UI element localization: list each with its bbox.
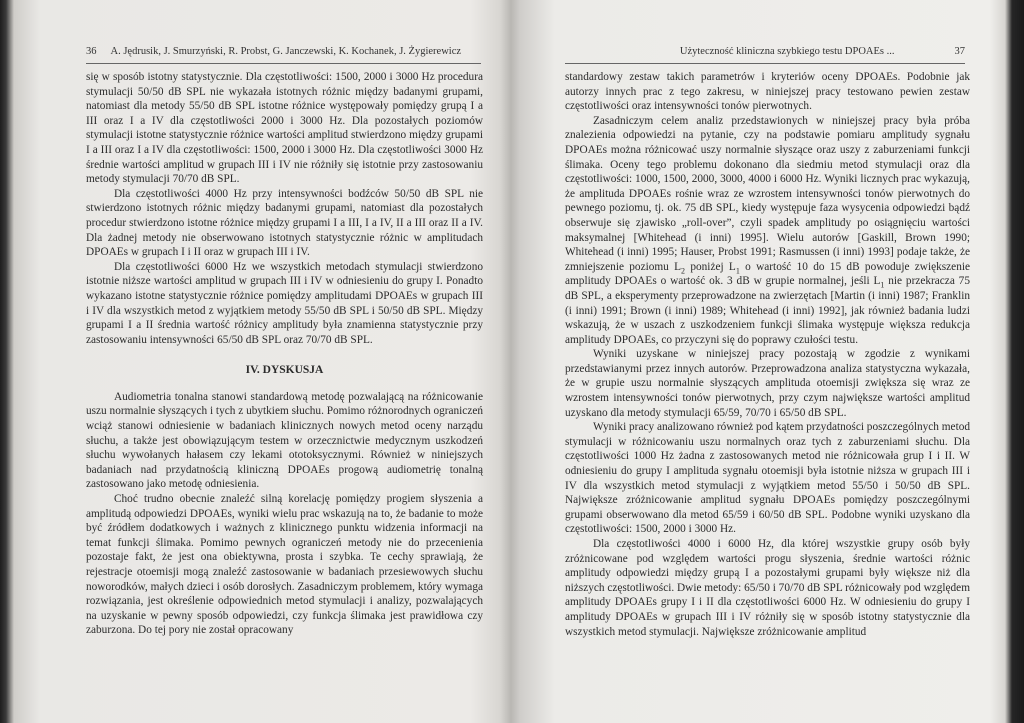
paragraph: Choć trudno obecnie znaleźć silną korelację pomiędzy progiem słyszenia a amplitudą odpowiedzi DPOAEs, wyniki wielu prac wskazują na to, że badanie to może być źródłem dodatkowych i ważnych z klinicznego punktu widzenia informacji na temat funkcji ślimaka. Pomimo pewnych ograniczeń metody nie do przecenienia pozostaje fakt, że jest ona obiektywna, prosta i szybka. Te cechy sprawiają, że rejestracje otoemisji mogą znaleźć zastosowanie w badaniach przesiewowych słuchu noworodków, małych dzieci i osób dorosłych. Zasadniczym problemem, który wymaga rozwiązania, jest określenie odpowiednich metod stymulacji i analizy, pozwalających na uzyskanie w pewny sposób odpowiedzi, czy funkcja ślimaka jest prawidłowa czy zaburzona. Do tej pory nie został opracowany	[86, 493, 483, 637]
left-body-text	[86, 70, 483, 638]
paragraph: Zasadniczym celem analiz przedstawionych w niniejszej pracy była próba znalezienia odpowiedzi na pytanie, czy na podstawie pomiaru amplitudy sygnału DPOAEs można różnicować uszy normalnie słyszące oraz uszy z zaburzeniami funkcji ślimaka. Oceny tego problemu dokonano dla siedmiu metod stymulacji oraz dla częstotliwości: 1000, 1500, 2000, 3000, 4000 i 6000 Hz. Wyniki licznych prac wykazują, że amplituda DPOAEs rośnie wraz ze wzrostem intensywności tonów pierwotnych do pewnego poziomu, tj. ok. 75 dB SPL, kiedy występuje faza wysycenia odpowiedzi bądź obserwuje się zjawisko „roll-over”, czyli spadek amplitudy po osiągnięciu wartości maksymalnej [Whitehead (i inni) 1995]. Wielu autorów [Gaskill, Brown 1990; Whitehead (i inni) 1995; Hauser, Probst 1991; Rasmussen (i inni) 1993] podaje także, że zmniejszenie poziomu $L_2$ poniżej $L_1$ o wartość 10 do 15 dB powoduje zwiększenie amplitudy DPOAEs o wartość ok. 3 dB w grupie normalnej, jeśli $L_1$ nie przekracza 75 dB SPL, a eksperymenty przeprowadzone na zwierzętach [Martin (i inni) 1987; Franklin (i inni) 1991; Brown (i inni) 1989; Whitehead (i inni) 1992], jak również badania ludzi wskazują, że w uszach z uszkodzeniem funkcji ślimaka występuje większa redukcja amplitudy DPOAEs, co przyczyni się do poprawy czułości testu.	[565, 114, 970, 346]
left-page-number: 36	[86, 46, 97, 57]
section-heading: IV. DYSKUSJA	[245, 364, 324, 377]
paragraph: Wyniki pracy analizowano również pod kątem przydatności poszczególnych metod stymulacji w różnicowaniu uszu normalnych oraz tych z zaburzeniami słuchu. Dla częstotliwości 1000 Hz żadna z zastosowanych metod nie różnicowała grup I i II. W odniesieniu do grupy I amplituda sygnału otoemisji była istotnie niższa w grupach III i IV dla wszystkich metod stymulacji z wyjątkiem metod 55/50 i 50/50 dB SPL. Największe zróżnicowanie amplitud sygnału DPOAEs pomiędzy poszczególnymi grupami obserwowano dla metod 65/59 i 60/50 dB SPL. Podobne wyniki uzyskano dla częstotliwości: 1500, 2000 i 3000 Hz.	[565, 421, 971, 536]
right-body-text	[565, 70, 970, 639]
left-page	[14, 0, 511, 723]
paragraph: Dla częstotliwości 6000 Hz we wszystkich metodach stymulacji stwierdzono istotnie niższe wartości amplitud w grupach III i IV w odniesieniu do grupy I. Ponadto wykazano istotne statystycznie różnice pomiędzy amplitudami DPOAEs w grupach III i IV dla wszystkich metod z wyjątkiem metody 55/50 dB SPL i 50/50 dB SPL. Między grupami I a II średnia wartość różnicy amplitudy była znamienna statystycznie przy zastosowaniu intensywności 65/50 dB SPL oraz 70/70 dB SPL.	[86, 260, 483, 346]
right-title: Użyteczność kliniczna szybkiego testu DPOAEs ...	[679, 46, 895, 57]
left-head-rule	[86, 63, 481, 64]
paragraph: Dla częstotliwości 4000 Hz przy intensywności bodźców 50/50 dB SPL nie stwierdzono istotnych różnic między badanymi grupami, natomiast dla pozostałych procedur stwierdzono istotne różnice między grupami I a III, I a IV, II a III oraz II a IV. Dla żadnej metody nie obserwowano istotnych statystycznie różnic w amplitudach DPOAEs w grupach I i II oraz w grupach III i IV.	[86, 187, 483, 259]
paragraph: Audiometria tonalna stanowi standardową metodę pozwalającą na różnicowanie uszu normalnie słyszących i tych z ubytkiem słuchu. Pomimo różnorodnych ograniczeń wciąż stanowi odniesienie w badaniach klinicznych nowych metod oceny narządu słuchu, a także jest obowiązującym testem w orzecznictwie medycznym uszkodzeń słuchu wywołanych hałasem czy lekami ototoksycznymi. Również w niniejszych badaniach nad przydatnością kliniczną DPOAEs progową audiometrię tonalną zastosowano jako metodę odniesienia.	[86, 390, 483, 491]
left-authors: A. Jędrusik, J. Smurzyński, R. Probst, G. Janczewski, K. Kochanek, J. Żygierewicz	[110, 46, 462, 57]
paragraph: Wyniki uzyskane w niniejszej pracy pozostają w zgodzie z wynikami przedstawianymi przez innych autorów. Przeprowadzona analiza statystyczna wykazała, że w grupie uszu normalnie słyszących amplituda otoemisji zwiększa się wraz ze wzrostem intensywności tonów pierwotnych, przy czym największe wartości amplitud uzyskano dla metody stymulacji 65/59, 70/70 i 65/50 dB SPL.	[565, 348, 970, 419]
paragraph: standardowy zestaw takich parametrów i kryteriów oceny DPOAEs. Podobnie jak autorzy innych prac z tego zakresu, w niniejszej pracy testowano pewien zestaw częstotliwości oraz intensywności tonów pierwotnych.	[565, 71, 970, 113]
right-running-head	[565, 46, 965, 57]
right-page	[518, 0, 1008, 723]
paragraph: się w sposób istotny statystycznie. Dla częstotliwości: 1500, 2000 i 3000 Hz procedura stymulacji 50/50 dB SPL nie wykazała istotnych różnic między badanymi grupami, natomiast dla metody 55/50 dB SPL istotne różnice występowały pomiędzy grupą I a III oraz I a IV dla częstotliwości 2000 i 3000 Hz. Dla pozostałych poziomów stymulacji istotne statystycznie różnice wartości amplitud stwierdzono między grupami I a III oraz I a IV dla częstotliwości: 1500, 2000 i 3000 Hz. Dla częstotliwości 3000 Hz średnie wartości amplitud w grupach III i IV nie różniły się istotnie przy zastosowaniu metody stymulacji 70/70 dB SPL.	[86, 71, 483, 186]
right-page-number: 37	[954, 46, 965, 57]
right-head-rule	[565, 63, 965, 64]
left-running-head	[86, 46, 481, 57]
paragraph: Dla częstotliwości 4000 i 6000 Hz, dla której wszystkie grupy osób były zróżnicowane pod względem wartości progu słyszenia, średnie wartości różnic amplitudy odpowiedzi między grupą I a pozostałymi grupami były większe niż dla niższych częstotliwości. Dwie metody: 65/50 i 70/70 dB SPL różnicowały pod względem amplitudy DPOAEs grupy I i II dla częstotliwości 6000 Hz. W odniesieniu do grupy I amplitudy DPOAEs w grupach III i IV różniły się w sposób istotny statystycznie dla wszystkich metod stymulacji. Największe zróżnicowanie amplitud	[565, 538, 970, 638]
